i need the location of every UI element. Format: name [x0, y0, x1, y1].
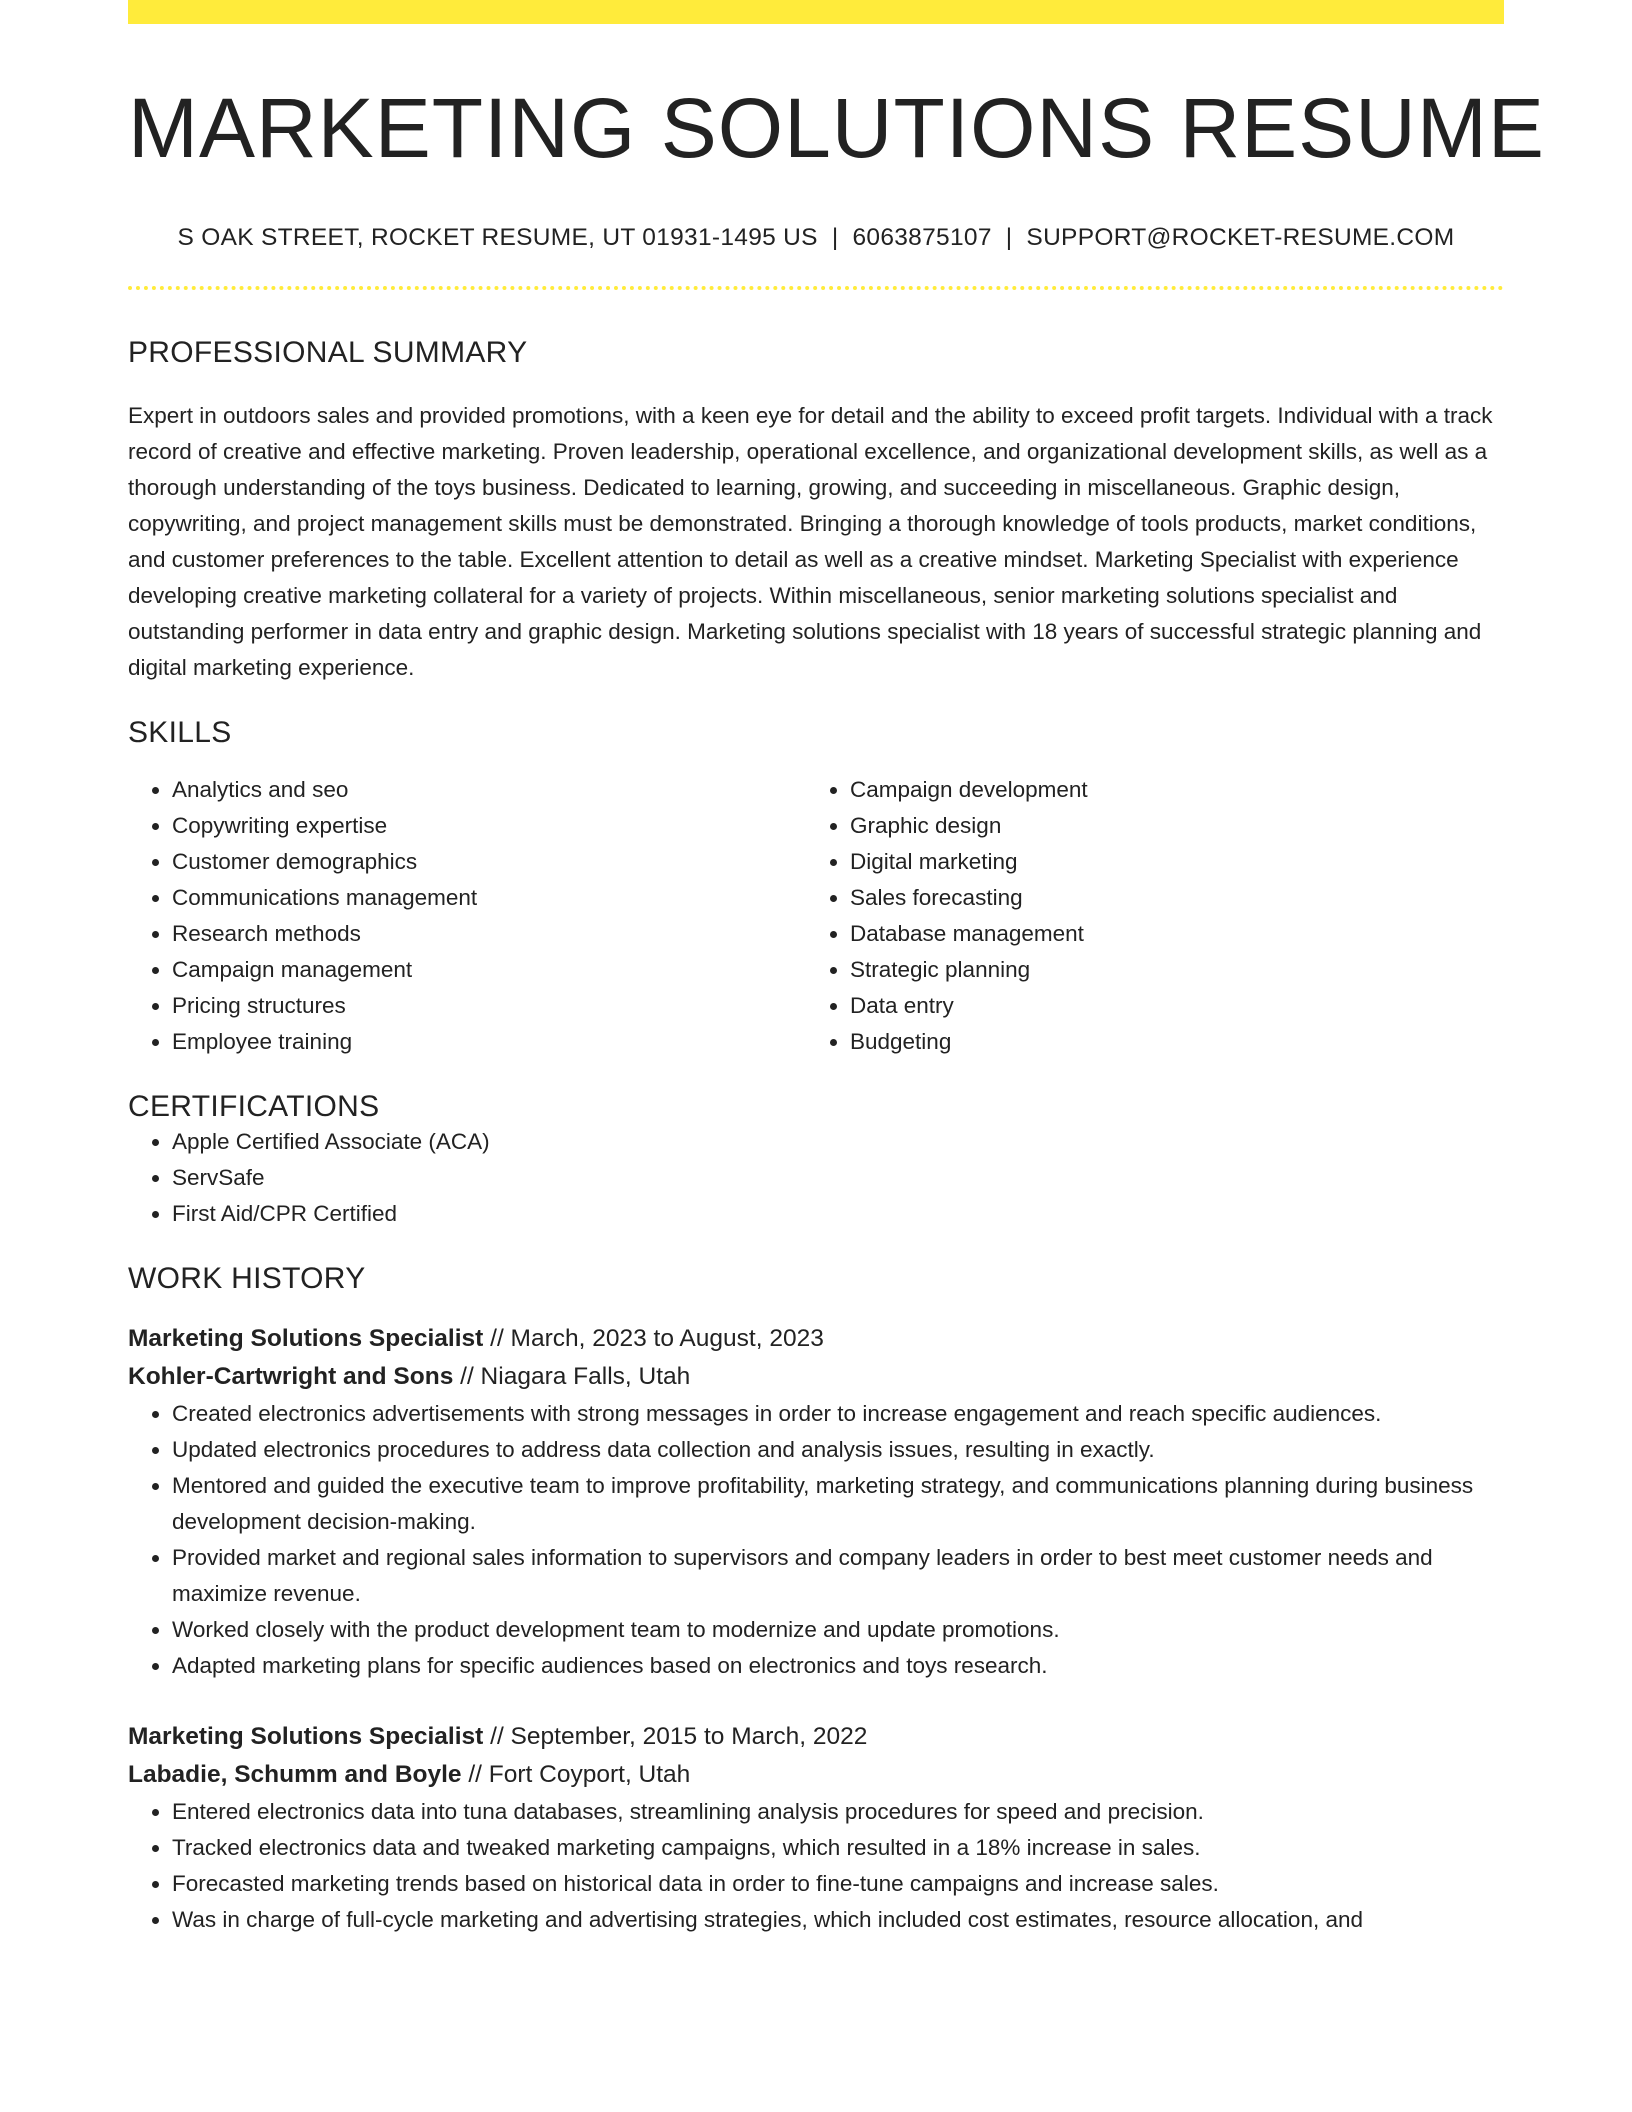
resume-title: MARKETING SOLUTIONS RESUME	[128, 81, 1545, 175]
resume-page	[128, 0, 1545, 1938]
skill-item: • Copywriting expertise	[172, 808, 806, 844]
skill-item: • Database management	[850, 916, 1484, 952]
skill-item: • Strategic planning	[850, 952, 1484, 988]
job-duty-item: • Mentored and guided the executive team to improve profitability, marketing strategy, and communications planning during business development decision-making.	[172, 1468, 1504, 1540]
skills-column-right	[806, 772, 1484, 1060]
job-duties-list	[128, 1396, 1504, 1684]
contact-line	[128, 224, 1504, 252]
job-company-line	[128, 1756, 1504, 1794]
skill-item: • Digital marketing	[850, 844, 1484, 880]
summary-text: Expert in outdoors sales and provided promotions, with a keen eye for detail and the ability to exceed profit targets. Individual with a track record of creative and effective marketing. Proven leadership, operational excellence, and organizational development skills, as well as a thorough understanding of the toys business. Dedicated to learning, growing, and succeeding in miscellaneous. Graphic design, copywriting, and project management skills must be demonstrated. Bringing a thorough knowledge of tools products, market conditions, and customer preferences to the table. Excellent attention to detail as well as a creative mindset. Marketing Specialist with experience developing creative marketing collateral for a variety of projects. Within miscellaneous, senior marketing solutions specialist and outstanding performer in data entry and graphic design. Marketing solutions specialist with 18 years of successful strategic planning and digital marketing experience.	[128, 403, 1493, 681]
skill-item: • Graphic design	[850, 808, 1484, 844]
job-company: Kohler-Cartwright and Sons	[128, 1363, 454, 1391]
job-dates: // March, 2023 to August, 2023	[483, 1325, 824, 1353]
job-location: // Fort Coyport, Utah	[461, 1761, 691, 1789]
job-duty-item: • Adapted marketing plans for specific audiences based on electronics and toys research.	[172, 1648, 1504, 1684]
certification-item: • Apple Certified Associate (ACA)	[172, 1124, 1504, 1160]
skill-item: • Campaign development	[850, 772, 1484, 808]
contact-separator: |	[831, 224, 839, 252]
top-accent-bar	[128, 0, 1504, 24]
job-duty-item: • Entered electronics data into tuna databases, streamlining analysis procedures for speed and precision.	[172, 1794, 1504, 1830]
skills-list	[128, 772, 1504, 1060]
job-entry	[128, 1320, 1504, 1684]
job-title-line	[128, 1320, 1504, 1358]
job-duty-item: • Created electronics advertisements with strong messages in order to increase engagement and reach specific audiences.	[172, 1396, 1504, 1432]
job-location: // Niagara Falls, Utah	[453, 1363, 691, 1391]
skill-item: • Research methods	[172, 916, 806, 952]
dotted-divider	[128, 286, 1504, 290]
job-duty-item: • Updated electronics procedures to address data collection and analysis issues, resulting in exactly.	[172, 1432, 1504, 1468]
summary-heading: PROFESSIONAL SUMMARY	[128, 336, 528, 370]
contact-address: S OAK STREET, ROCKET RESUME, UT 01931-1495 US	[177, 224, 818, 252]
skill-item: • Budgeting	[850, 1024, 1484, 1060]
job-entry	[128, 1718, 1504, 1938]
skills-heading: SKILLS	[128, 716, 232, 750]
job-title-line	[128, 1718, 1504, 1756]
skill-item: • Sales forecasting	[850, 880, 1484, 916]
job-duty-item: • Was in charge of full-cycle marketing and advertising strategies, which included cost estimates, resource allocation, and	[172, 1902, 1504, 1938]
skill-item: • Employee training	[172, 1024, 806, 1060]
job-duty-item: • Worked closely with the product development team to modernize and update promotions.	[172, 1612, 1504, 1648]
skill-item: • Customer demographics	[172, 844, 806, 880]
job-company-line	[128, 1358, 1504, 1396]
work-history-heading: WORK HISTORY	[128, 1262, 366, 1296]
contact-email[interactable]: SUPPORT@ROCKET-RESUME.COM	[1026, 224, 1455, 252]
job-duty-item: • Forecasted marketing trends based on historical data in order to fine-tune campaigns and increase sales.	[172, 1866, 1504, 1902]
contact-phone: 6063875107	[852, 224, 992, 252]
contact-separator: |	[1005, 224, 1013, 252]
job-dates: // September, 2015 to March, 2022	[483, 1723, 868, 1751]
skill-item: • Campaign management	[172, 952, 806, 988]
job-role: Marketing Solutions Specialist	[128, 1723, 484, 1751]
certifications-heading: CERTIFICATIONS	[128, 1090, 380, 1124]
job-duty-item: • Tracked electronics data and tweaked marketing campaigns, which resulted in a 18% increase in sales.	[172, 1830, 1504, 1866]
job-role: Marketing Solutions Specialist	[128, 1325, 484, 1353]
certification-item: • First Aid/CPR Certified	[172, 1196, 1504, 1232]
skill-item: • Pricing structures	[172, 988, 806, 1024]
skill-item: • Data entry	[850, 988, 1484, 1024]
skill-item: • Analytics and seo	[172, 772, 806, 808]
skill-item: • Communications management	[172, 880, 806, 916]
certifications-list	[128, 1124, 1504, 1232]
job-duty-item: • Provided market and regional sales information to supervisors and company leaders in order to best meet customer needs and maximize revenue.	[172, 1540, 1504, 1612]
skills-column-left	[128, 772, 806, 1060]
certification-item: • ServSafe	[172, 1160, 1504, 1196]
job-company: Labadie, Schumm and Boyle	[128, 1761, 462, 1789]
job-duties-list	[128, 1794, 1504, 1938]
